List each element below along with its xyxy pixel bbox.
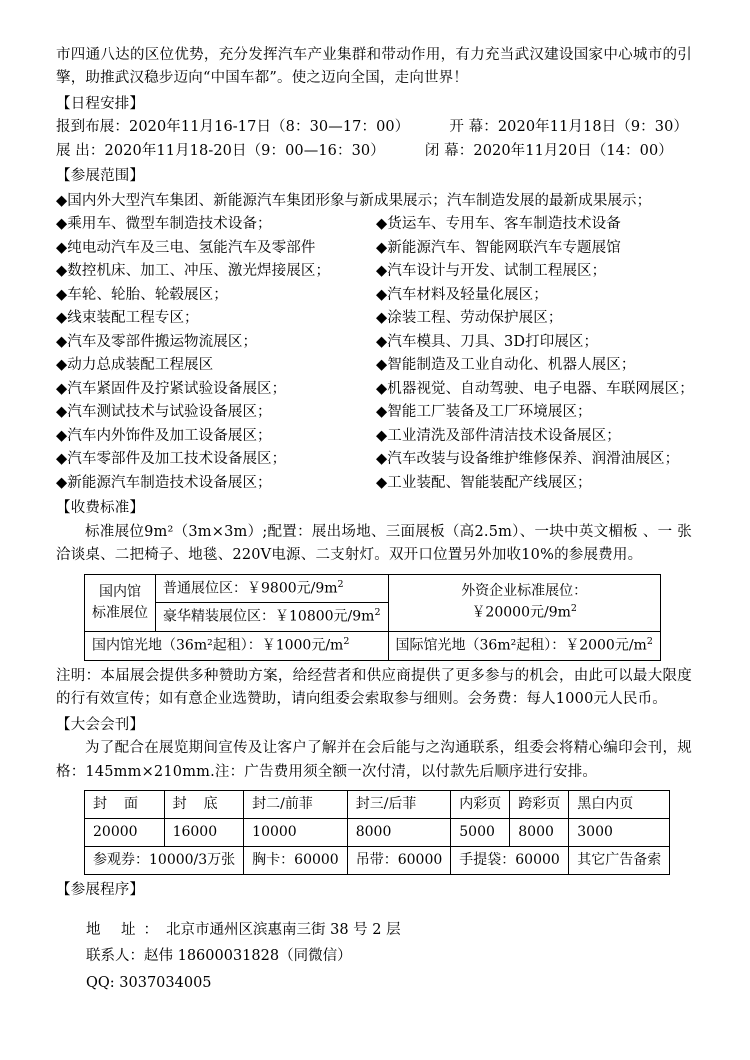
schedule-row-2-label: 展 出： <box>56 142 105 159</box>
schedule-row-2-value2: 2020年11月20日（14：00） <box>473 142 673 159</box>
fee-domestic-raw-text: 国内馆光地（36m²起租）：￥1000元/m <box>92 637 344 654</box>
scope-item: ◆汽车内外饰件及加工设备展区； <box>56 427 272 444</box>
ad-extra: 吊带：60000 <box>347 847 451 875</box>
journal-heading: 【大会会刊】 <box>56 716 145 733</box>
schedule-row-1-label2: 开 幕： <box>449 119 498 136</box>
ad-header: 封 底 <box>164 791 244 819</box>
fee-foreign-price <box>396 602 653 624</box>
person-line <box>86 943 692 970</box>
scope-item: ◆汽车紧固件及拧紧试验设备展区； <box>56 380 287 397</box>
ad-header: 跨彩页 <box>510 791 569 819</box>
ad-price: 5000 <box>451 819 510 847</box>
fees-heading: 【收费标准】 <box>56 500 145 517</box>
schedule-heading: 【日程安排】 <box>56 95 145 112</box>
ad-extra: 参观券：10000/3万张 <box>85 847 244 875</box>
fee-cell-foreign-booth <box>388 574 660 631</box>
scope-item: ◆机器视觉、自动驾驶、电子电器、车联网展区； <box>376 380 694 397</box>
scope-item: ◆线束装配工程专区； <box>56 310 199 327</box>
ad-price: 8000 <box>510 819 569 847</box>
scope-item: ◆汽车材料及轻量化展区； <box>376 286 548 303</box>
fee-cell-domestic-booth <box>85 574 156 631</box>
address-line <box>86 917 692 944</box>
fee-sup: 2 <box>337 578 344 590</box>
ad-price: 10000 <box>244 819 348 847</box>
fee-foreign-label: 外资企业标准展位： <box>461 583 588 600</box>
ad-price: 8000 <box>347 819 451 847</box>
fee-label-line1: 国内馆 <box>99 583 141 600</box>
fees-note: 注明：本届展会提供多种赞助方案，给经营者和供应商提供了更多参与的机会，由此可以最大限度的行有效宣传；如有意企业选赞助，请向组委会索取参与细则。会务费：每人1000元人民币。 <box>56 667 692 708</box>
scope-item: ◆汽车设计与开发、试制工程展区； <box>376 263 607 280</box>
scope-item: ◆汽车及零部件搬运物流展区； <box>56 333 258 350</box>
scope-item: ◆纯电动汽车及三电、氢能汽车及零部件 <box>56 239 316 256</box>
fee-deluxe-price-text: 豪华精装展位区：￥10800元/9m <box>163 608 375 625</box>
fee-cell-international-raw-space <box>388 631 660 660</box>
ad-header: 内彩页 <box>451 791 510 819</box>
ad-extra: 手提袋：60000 <box>451 847 569 875</box>
ad-header: 封 面 <box>85 791 165 819</box>
scope-item: ◆汽车零部件及加工技术设备展区； <box>56 451 287 468</box>
ad-extra: 胸卡：60000 <box>244 847 348 875</box>
fee-cell-domestic-raw-space <box>85 631 389 660</box>
fee-sup: 2 <box>646 635 653 647</box>
scope-item: ◆工业清洗及部件清洁技术设备展区； <box>376 427 621 444</box>
scope-heading: 【参展范围】 <box>56 168 145 185</box>
ad-header: 黑白内页 <box>569 791 670 819</box>
scope-item: ◆国内外大型汽车集团、新能源汽车集团形象与新成果展示；汽车制造发展的最新成果展示； <box>56 192 652 209</box>
schedule-row-2-label2: 闭 幕： <box>424 142 474 159</box>
fee-international-raw-text: 国际馆光地（36m²起租）：￥2000元/m <box>395 637 647 654</box>
fee-sup: 2 <box>343 635 350 647</box>
ad-header: 封三/后菲 <box>347 791 451 819</box>
fee-sup: 2 <box>570 603 577 615</box>
procedure-heading: 【参展程序】 <box>56 882 145 899</box>
scope-item: ◆工业装配、智能装配产线展区； <box>376 474 592 491</box>
qq-line: QQ: 3037034005 <box>86 975 212 992</box>
schedule-row-2-value: 2020年11月18-20日（9：00—16：30） <box>104 142 385 159</box>
scope-item: ◆涂装工程、劳动保护展区； <box>376 310 563 327</box>
scope-item: ◆新能源汽车制造技术设备展区； <box>56 474 272 491</box>
table-row <box>85 574 661 603</box>
fee-table <box>84 574 661 661</box>
schedule-row-1-value2: 2020年11月18日（9：30） <box>497 119 689 136</box>
scope-item: ◆智能制造及工业自动化、机器人展区； <box>376 357 636 374</box>
scope-item: ◆货运车、专用车、客车制造技术设备 <box>376 216 621 233</box>
fee-standard-price-text: 普通展位区：￥9800元/9m <box>163 580 338 597</box>
table-row <box>85 791 670 819</box>
scope-item: ◆乘用车、微型车制造技术设备； <box>56 216 272 233</box>
schedule-row-1-label: 报到布展： <box>56 119 129 136</box>
fee-cell-deluxe-price <box>156 603 389 632</box>
scope-item: ◆汽车模具、刀具、3D打印展区； <box>376 333 599 350</box>
ad-price: 16000 <box>164 819 244 847</box>
schedule-row-1-value: 2020年11月16-17日（8：30—17：00） <box>129 119 410 136</box>
ad-header: 封二/前菲 <box>244 791 348 819</box>
scope-item: ◆新能源汽车、智能网联汽车专题展馆 <box>376 239 621 256</box>
table-row <box>85 631 661 660</box>
schedule-row-2 <box>56 140 692 163</box>
table-row <box>85 847 670 875</box>
scope-item: ◆动力总成装配工程展区 <box>56 357 214 374</box>
ad-price: 3000 <box>569 819 670 847</box>
table-row <box>85 819 670 847</box>
person-value: 赵伟 18600031828（同微信） <box>144 948 352 965</box>
fee-sup: 2 <box>374 607 381 619</box>
scope-item: ◆数控机床、加工、冲压、激光焊接展区； <box>56 263 331 280</box>
fees-description: 标准展位9m²（3m×3m）;配置：展出场地、三面展板（高2.5m）、一块中英文楣板 、一 张洽谈桌、二把椅子、地毯、220V电源、二支射灯。双开口位置另外加收10%的参展费用。 <box>56 523 692 564</box>
journal-description: 为了配合在展览期间宣传及让客户了解并在会后能与之沟通联系，组委会将精心编印会刊，规格：145mm×210mm.注：广告费用须全额一次付清，以付款先后顺序进行安排。 <box>56 740 692 780</box>
advert-price-table <box>84 790 670 875</box>
address-label: 地 址： <box>86 921 167 938</box>
address-value: 北京市通州区滨惠南三街 38 号 2 层 <box>166 921 401 938</box>
person-label: 联系人： <box>86 948 144 965</box>
fee-cell-standard-price <box>156 574 389 603</box>
scope-item: ◆汽车改装与设备维护维修保养、润滑油展区； <box>376 451 680 468</box>
fee-foreign-price-text: ￥20000元/9m <box>471 605 571 622</box>
contact-block <box>56 917 692 997</box>
ad-price: 20000 <box>85 819 165 847</box>
fee-label-line2: 标准展位 <box>92 604 148 621</box>
schedule-row-1 <box>56 116 692 139</box>
ad-extra: 其它广告备索 <box>569 847 670 875</box>
scope-item: ◆汽车测试技术与试验设备展区； <box>56 404 272 421</box>
scope-list <box>56 190 692 495</box>
intro-paragraph: 市四通八达的区位优势，充分发挥汽车产业集群和带动作用，有力充当武汉建设国家中心城市的引擎，助推武汉稳步迈向“中国车都”。使之迈向全国，走向世界！ <box>56 47 692 87</box>
scope-item: ◆智能工厂装备及工厂环境展区； <box>376 404 592 421</box>
scope-item: ◆车轮、轮胎、轮毂展区； <box>56 286 228 303</box>
